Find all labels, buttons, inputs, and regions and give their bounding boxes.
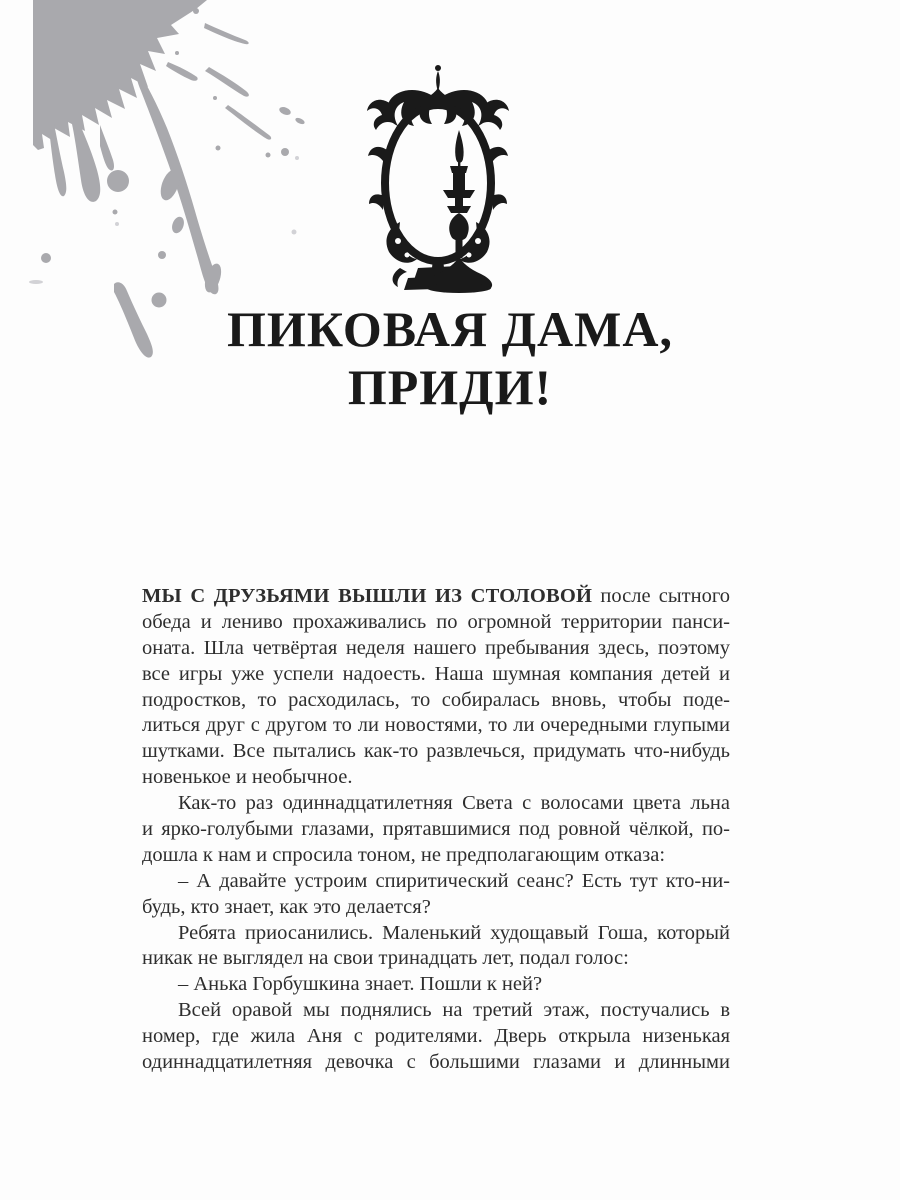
text-line: литься друг с другом то ли новостями, то ли очередными глупыми: [142, 714, 730, 737]
text-line: обеда и лениво прохаживались по огромной территории панси-: [142, 610, 730, 633]
chapter-title-line1: ПИКОВАЯ ДАМА,: [227, 301, 673, 357]
text-line: дошла к нам и спросила тоном, не предполагающим отказа:: [142, 843, 666, 866]
text-line: Всей оравой мы поднялись на третий этаж, постучались в: [178, 999, 730, 1022]
text-line: – А давайте устроим спиритический сеанс? Есть тут кто-ни-: [178, 869, 730, 892]
text-line: Как-то раз одиннадцатилетняя Света с волосами цвета льна: [178, 792, 730, 815]
chapter-title: [0, 300, 900, 416]
text-line: Ребята приосанились. Маленький худощавый Гоша, который: [178, 921, 730, 944]
text-line: новенькое и необычное.: [142, 766, 353, 789]
text-line: и ярко-голубыми глазами, прятавшимися под ровной чёлкой, по-: [142, 818, 730, 841]
text-line: шутками. Все пытались как-то развлечься, придумать что-нибудь: [142, 740, 730, 763]
chapter-title-line2: ПРИДИ!: [347, 359, 553, 415]
text-line: одиннадцатилетняя девочка с большими глазами и длинными: [142, 1051, 730, 1074]
text-line: номер, где жила Аня с родителями. Дверь открыла низенькая: [142, 1025, 730, 1048]
mirror-candle-illustration: [338, 60, 538, 300]
text-line: все игры уже успели надоесть. Наша шумная компания детей и: [142, 662, 730, 685]
text-line: будь, кто знает, как это делается?: [142, 895, 431, 918]
text-line: – Анька Горбушкина знает. Пошли к ней?: [178, 973, 543, 996]
text-line: никак не выглядел на свои тринадцать лет, подал голос:: [142, 947, 629, 970]
text-line: МЫ С ДРУЗЬЯМИ ВЫШЛИ ИЗ СТОЛОВОЙ после сытного: [142, 585, 730, 607]
body-text: [142, 584, 730, 1076]
paragraph-lead-bold: МЫ С ДРУЗЬЯМИ ВЫШЛИ ИЗ СТОЛОВОЙ: [142, 585, 593, 607]
text-line: оната. Шла четвёртая неделя нашего пребывания здесь, поэтому: [142, 636, 730, 659]
text-line: подростков, то расходилась, то собиралась вновь, чтобы поде-: [142, 688, 730, 711]
